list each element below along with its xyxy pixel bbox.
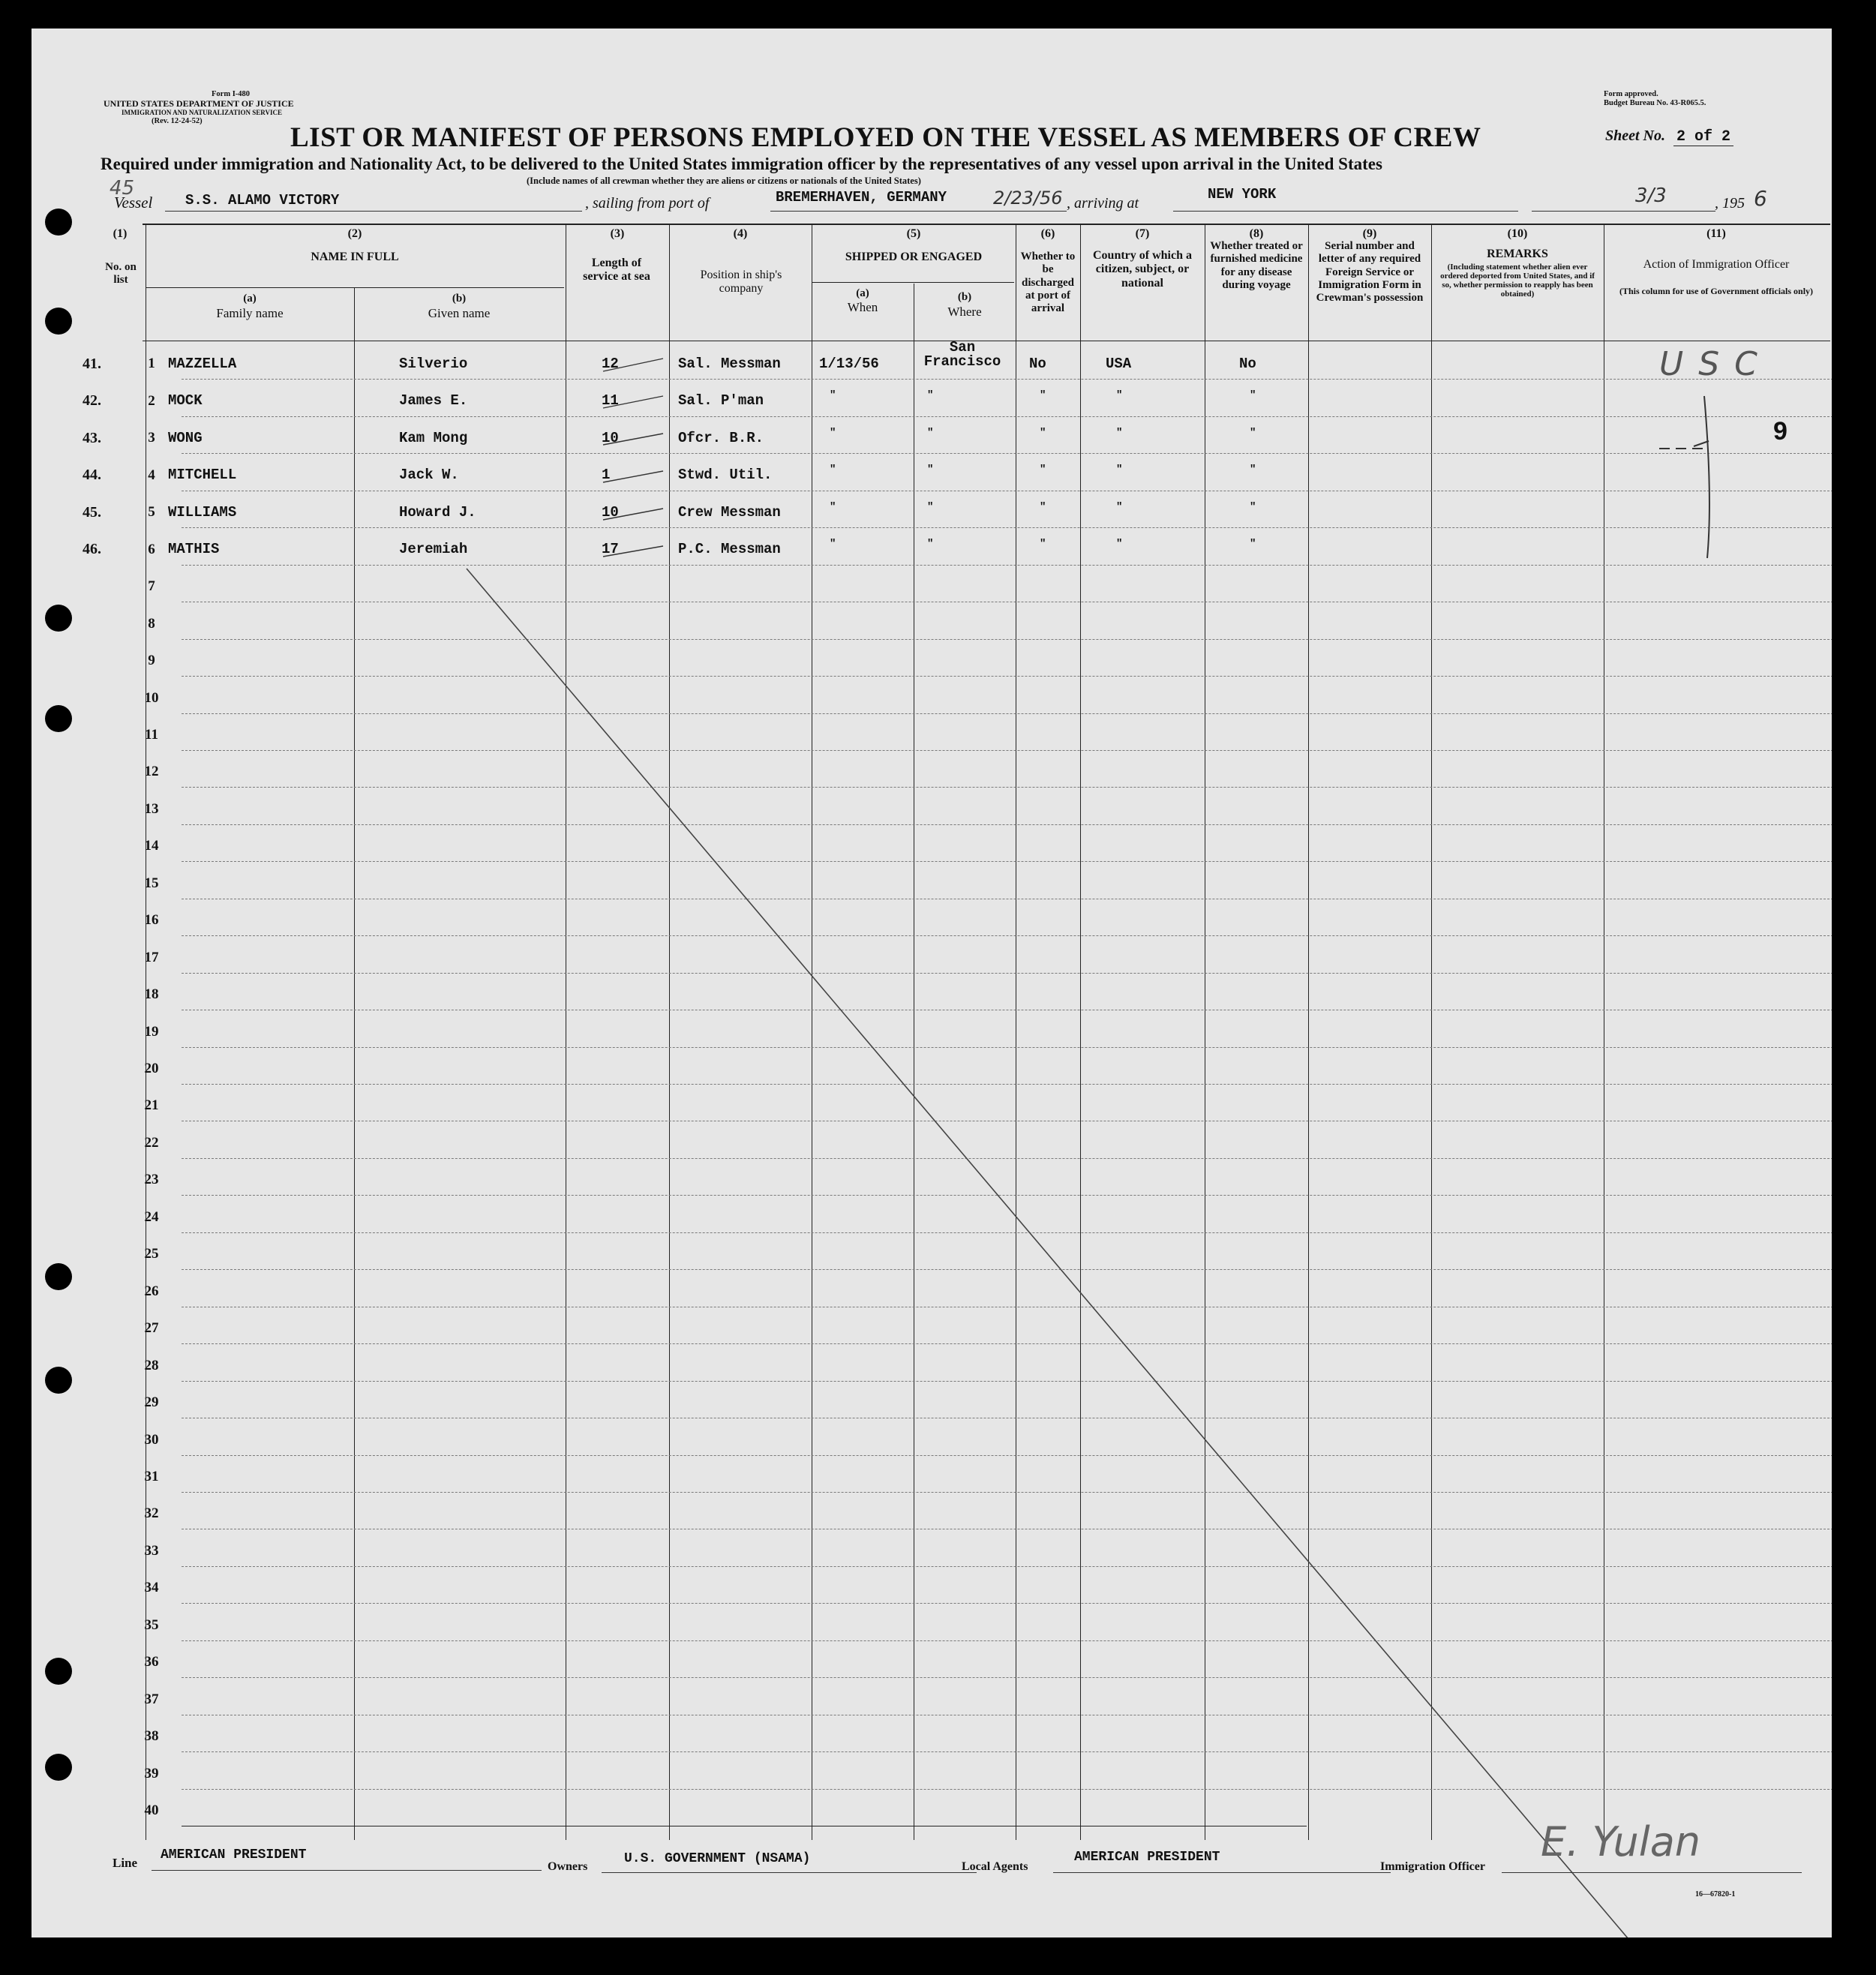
- departure-port: BREMERHAVEN, GERMANY: [776, 189, 947, 206]
- row-number: 38: [144, 1728, 159, 1745]
- departure-date: 2/23/56: [993, 188, 1063, 209]
- row-number: 14: [144, 838, 159, 854]
- col-1-header: No. on list: [105, 261, 137, 287]
- medicine-treated: ": [1250, 389, 1256, 402]
- owners-label: Owners: [548, 1860, 588, 1873]
- department-name: UNITED STATES DEPARTMENT OF JUSTICE: [104, 98, 294, 109]
- binder-hole-2: [45, 308, 72, 335]
- form-revision: (Rev. 12-24-52): [152, 117, 203, 125]
- arrival-port: NEW YORK: [1208, 186, 1277, 203]
- shipped-when: ": [830, 464, 836, 476]
- form-code: 16—67820-1: [1695, 1890, 1736, 1898]
- given-name: Jack W.: [399, 467, 459, 484]
- col-6-header: Whether to be discharged at port of arrival: [1020, 251, 1076, 314]
- col-5a-number: (a): [856, 287, 869, 299]
- row-number: 40: [144, 1802, 159, 1818]
- manifest-sheet: [32, 29, 1832, 1937]
- col-3-number: (3): [610, 227, 625, 240]
- row-number: 21: [144, 1097, 159, 1114]
- handwritten-count: 45: [110, 177, 135, 200]
- family-name: MAZZELLA: [168, 356, 237, 372]
- row-number: 3: [148, 430, 155, 446]
- year-prefix: , 195: [1715, 195, 1745, 212]
- shipped-where: ": [927, 389, 934, 402]
- given-name: Silverio: [399, 356, 468, 372]
- cancellation-line: [32, 29, 1832, 1937]
- discharged: No: [1029, 356, 1046, 372]
- officer-signature: E. Yulan: [1541, 1818, 1701, 1865]
- usc-annotation: USC: [1659, 345, 1772, 383]
- medicine-treated: No: [1239, 356, 1256, 372]
- row-number: 10: [144, 689, 159, 706]
- row-number: 5: [148, 504, 155, 521]
- row-number: 24: [144, 1208, 159, 1225]
- ship-position: P.C. Messman: [678, 541, 781, 558]
- family-name: MITCHELL: [168, 467, 237, 484]
- line-label: Line: [113, 1856, 138, 1870]
- col-2-number: (2): [347, 227, 362, 240]
- row-number: 15: [144, 875, 159, 891]
- sheet-value: 2 of 2: [1673, 128, 1733, 146]
- discharged: ": [1040, 426, 1046, 439]
- discharged: ": [1040, 389, 1046, 402]
- row-number: 13: [144, 800, 159, 817]
- family-name: MATHIS: [168, 541, 220, 558]
- shipped-where: San Francisco: [923, 339, 1001, 370]
- col-3-header: Length of service at sea: [583, 257, 650, 284]
- shipped-when: 1/13/56: [819, 356, 879, 372]
- agents-value: AMERICAN PRESIDENT: [1074, 1850, 1220, 1865]
- binder-hole-3: [45, 605, 72, 632]
- col-2-header: NAME IN FULL: [311, 251, 399, 263]
- binder-hole-7: [45, 1658, 72, 1685]
- ship-position: Ofcr. B.R.: [678, 429, 764, 446]
- row-number: 12: [144, 764, 159, 780]
- col-9-number: (9): [1362, 227, 1377, 240]
- col-5b-number: (b): [957, 291, 972, 303]
- owners-underline: [602, 1872, 977, 1873]
- line-underline: [152, 1870, 542, 1871]
- shipped-where: ": [927, 500, 934, 513]
- margin-sequence-number: 44.: [83, 467, 101, 484]
- row-number: 30: [144, 1431, 159, 1448]
- medicine-treated: ": [1250, 464, 1256, 476]
- col-4-number: (4): [733, 227, 748, 240]
- row-number: 39: [144, 1765, 159, 1781]
- agents-label: Local Agents: [962, 1860, 1028, 1873]
- row-number: 19: [144, 1023, 159, 1040]
- year-digit: 6: [1754, 186, 1767, 211]
- col-10-header: REMARKS: [1487, 248, 1548, 260]
- sailing-label: , sailing from port of: [585, 195, 710, 212]
- row-number: 9: [148, 653, 155, 669]
- row-number: 2: [148, 392, 155, 409]
- ship-position: Stwd. Util.: [678, 467, 773, 484]
- row-number: 36: [144, 1654, 159, 1670]
- discharged: ": [1040, 464, 1046, 476]
- binder-hole-5: [45, 1263, 72, 1290]
- given-name: Kam Mong: [399, 429, 468, 446]
- family-name: WILLIAMS: [168, 503, 237, 521]
- sheet-label: Sheet No.: [1605, 128, 1665, 144]
- col-2a-header: Family name: [216, 306, 284, 320]
- col-5-header: SHIPPED OR ENGAGED: [845, 251, 983, 263]
- margin-sequence-number: 45.: [83, 503, 101, 521]
- row-number: 18: [144, 986, 159, 1003]
- citizenship-country: ": [1116, 500, 1123, 513]
- row-number: 35: [144, 1616, 159, 1633]
- service-length: 10: [602, 503, 619, 521]
- medicine-treated: ": [1250, 500, 1256, 513]
- agents-underline: [1053, 1872, 1391, 1873]
- include-note: (Include names of all crewman whether they are aliens or citizens or nationals of the United States): [527, 176, 921, 186]
- shipped-when: ": [830, 538, 836, 551]
- family-name: MOCK: [168, 392, 203, 410]
- col-11-note: (This column for use of Government officials only): [1619, 286, 1814, 296]
- col-5-number: (5): [906, 227, 921, 240]
- margin-sequence-number: 43.: [83, 429, 101, 446]
- vessel-name: S.S. ALAMO VICTORY: [185, 192, 340, 209]
- citizenship-country: USA: [1106, 356, 1132, 372]
- officer-label: Immigration Officer: [1380, 1860, 1485, 1873]
- shipped-where: ": [927, 538, 934, 551]
- col-6-number: (6): [1040, 227, 1055, 240]
- marginal-nine: 9: [1773, 417, 1787, 446]
- service-length: 11: [602, 392, 619, 410]
- row-number: 23: [144, 1172, 159, 1188]
- citizenship-country: ": [1116, 389, 1123, 402]
- arrival-date: 3/3: [1635, 185, 1667, 207]
- row-number: 33: [144, 1542, 159, 1559]
- vessel-label: Vessel: [114, 194, 153, 212]
- margin-sequence-number: 46.: [83, 541, 101, 558]
- binder-hole-4: [45, 705, 72, 732]
- col-2b-number: (b): [452, 293, 467, 305]
- row-number: 32: [144, 1505, 159, 1522]
- page-title: LIST OR MANIFEST OF PERSONS EMPLOYED ON THE VESSEL AS MEMBERS OF CREW: [290, 122, 1481, 153]
- given-name: James E.: [399, 392, 468, 410]
- service-length: 10: [602, 429, 619, 446]
- row-number: 25: [144, 1246, 159, 1262]
- row-number: 1: [148, 356, 155, 372]
- col-10-number: (10): [1507, 227, 1528, 240]
- arriving-label: , arriving at: [1067, 195, 1139, 212]
- line-value: AMERICAN PRESIDENT: [161, 1847, 307, 1862]
- medicine-treated: ": [1250, 538, 1256, 551]
- required-statement: Required under immigration and Nationality Act, to be delivered to the United States immigration officer by the representatives of any vessel upon arrival in the United States: [101, 155, 1382, 173]
- margin-sequence-number: 41.: [83, 356, 101, 372]
- row-number: 8: [148, 615, 155, 632]
- col-7-number: (7): [1135, 227, 1150, 240]
- shipped-when: ": [830, 500, 836, 513]
- form-number: Form I-480: [212, 90, 251, 98]
- row-number: 28: [144, 1357, 159, 1373]
- row-number: 4: [148, 467, 155, 483]
- citizenship-country: ": [1116, 538, 1123, 551]
- row-number: 22: [144, 1134, 159, 1151]
- service-length: 17: [602, 541, 619, 558]
- service-name: IMMIGRATION AND NATURALIZATION SERVICE: [122, 109, 282, 116]
- given-name: Howard J.: [399, 503, 476, 521]
- binder-hole-8: [45, 1754, 72, 1781]
- budget-bureau: Budget Bureau No. 43-R065.5.: [1604, 99, 1706, 107]
- row-number: 16: [144, 912, 159, 929]
- row-number: 7: [148, 578, 155, 595]
- shipped-where: ": [927, 426, 934, 439]
- shipped-where: ": [927, 464, 934, 476]
- officer-underline: [1502, 1872, 1802, 1873]
- medicine-treated: ": [1250, 426, 1256, 439]
- col-5b-header: Where: [947, 305, 982, 319]
- col-2b-header: Given name: [428, 306, 491, 320]
- row-number: 31: [144, 1468, 159, 1484]
- margin-sequence-number: 42.: [83, 392, 101, 410]
- col-11-number: (11): [1706, 227, 1726, 240]
- col-9-header: Serial number and letter of any required Foreign Service or Immigration Form in Crewman's possession: [1316, 240, 1424, 304]
- shipped-when: ": [830, 389, 836, 402]
- row-number: 26: [144, 1283, 159, 1299]
- col-2a-number: (a): [243, 293, 257, 305]
- family-name: WONG: [168, 429, 203, 446]
- row-number: 29: [144, 1394, 159, 1411]
- col-5a-header: When: [847, 300, 878, 314]
- shipped-when: ": [830, 426, 836, 439]
- col-1-number: (1): [113, 227, 128, 240]
- col-10-note: (Including statement whether alien ever ordered deported from United States, and if so, whether permission to reapply has been obtained): [1440, 263, 1595, 299]
- binder-hole-1: [45, 209, 72, 236]
- service-length: 12: [602, 356, 619, 372]
- col-7-header: Country of which a citizen, subject, or national: [1092, 249, 1192, 290]
- row-number: 37: [144, 1691, 159, 1707]
- col-8-number: (8): [1249, 227, 1264, 240]
- ship-position: Sal. P'man: [678, 392, 764, 410]
- row-number: 17: [144, 949, 159, 965]
- citizenship-country: ": [1116, 426, 1123, 439]
- row-number: 34: [144, 1580, 159, 1596]
- row-number: 6: [148, 541, 155, 557]
- binder-hole-6: [45, 1367, 72, 1394]
- ship-position: Sal. Messman: [678, 356, 781, 372]
- form-approved: Form approved.: [1604, 90, 1658, 98]
- col-8-header: Whether treated or furnished medicine for any disease during voyage: [1210, 240, 1303, 291]
- ship-position: Crew Messman: [678, 503, 781, 521]
- col-11-header: Action of Immigration Officer: [1643, 258, 1790, 271]
- service-length: 1: [602, 467, 611, 484]
- row-number: 20: [144, 1061, 159, 1076]
- row-number: 27: [144, 1320, 159, 1337]
- col-4-header: Position in ship's company: [700, 269, 782, 296]
- owners-value: U.S. GOVERNMENT (NSAMA): [624, 1851, 811, 1866]
- discharged: ": [1040, 538, 1046, 551]
- row-number: 11: [145, 726, 158, 743]
- discharged: ": [1040, 500, 1046, 513]
- given-name: Jeremiah: [399, 541, 468, 558]
- citizenship-country: ": [1116, 464, 1123, 476]
